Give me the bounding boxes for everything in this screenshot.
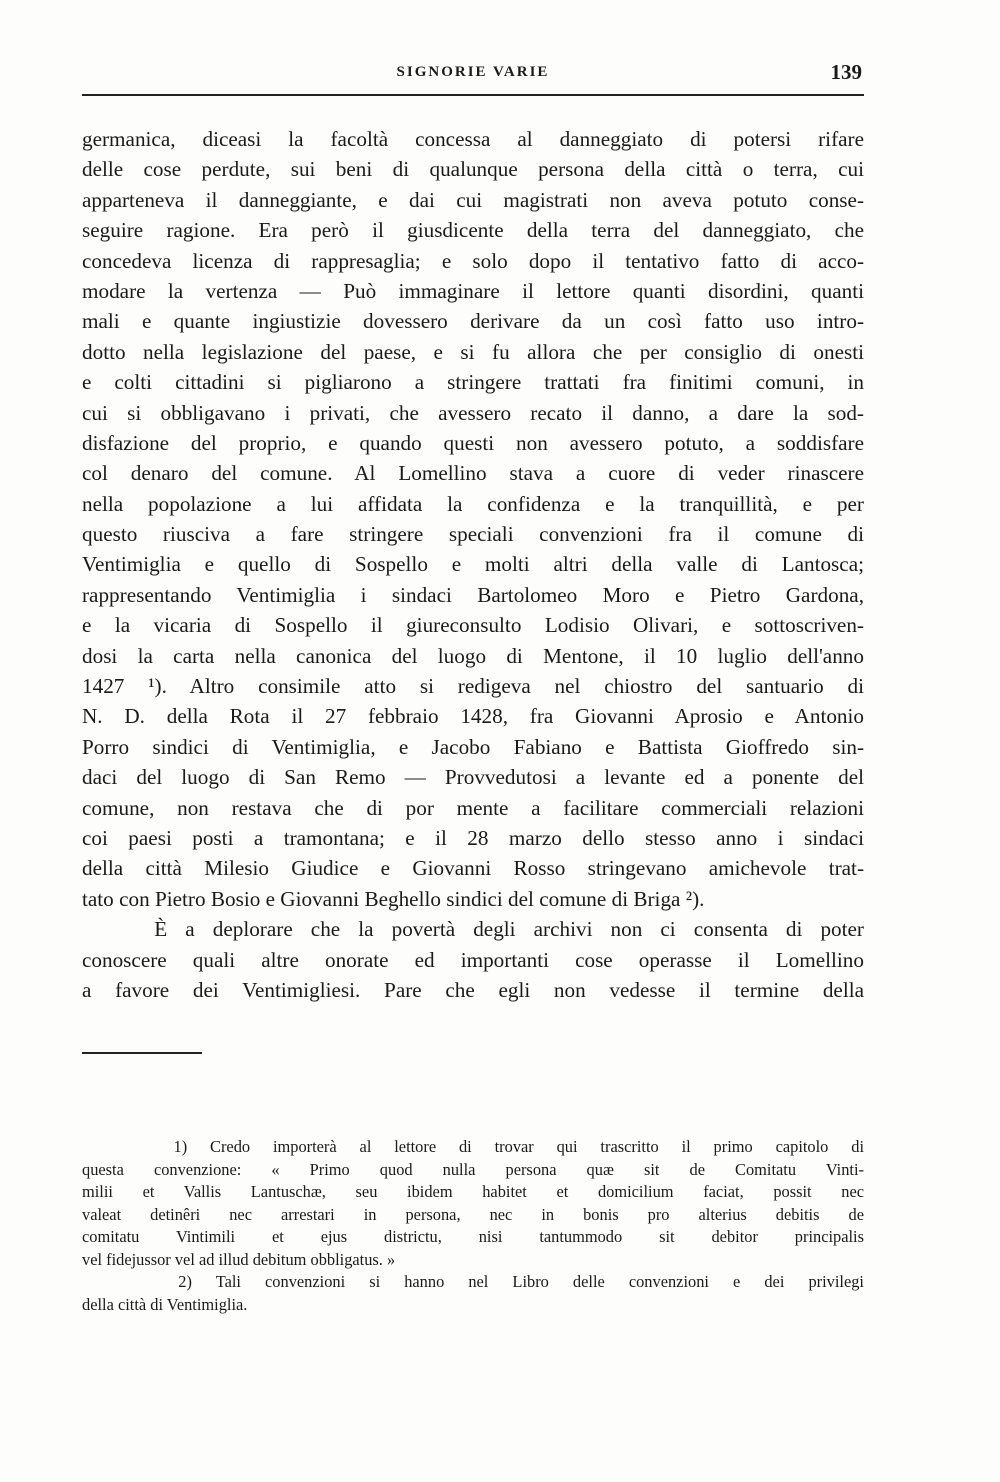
footnote-line: comitatu Vintimili et ejus districtu, nisi tantummodo sit debitor principalis [82, 1227, 864, 1246]
body-line: della città Milesio Giudice e Giovanni Rosso stringevano amichevole trat- [82, 856, 864, 881]
body-line: concedeva licenza di rappresaglia; e solo dopo il tentativo fatto di acco- [82, 248, 864, 273]
body-line: Porro sindici di Ventimiglia, e Jacobo Fabiano e Battista Gioffredo sin- [82, 734, 864, 759]
body-line: e la vicaria di Sospello il giureconsulto Lodisio Olivari, e sottoscriven- [82, 613, 864, 638]
body-line: Ventimiglia e quello di Sospello e molti altri della valle di Lantosca; [82, 552, 864, 577]
footnote-line: 1) Credo importerà al lettore di trovar qui trascritto il primo capitolo di [82, 1137, 864, 1156]
body-line: col denaro del comune. Al Lomellino stava a cuore di veder rinascere [82, 461, 864, 486]
running-title: SIGNORIE VARIE [396, 64, 550, 80]
body-line: apparteneva il danneggiante, e dai cui magistrati non aveva potuto conse- [82, 187, 864, 212]
body-line: tato con Pietro Bosio e Giovanni Beghello sindici del comune di Briga ²). [82, 886, 705, 911]
page-number: 139 [830, 60, 862, 84]
footnote-line: della città di Ventimiglia. [82, 1294, 248, 1314]
body-line: seguire ragione. Era però il giusdicente della terra del danneggiato, che [82, 218, 864, 243]
body-line: germanica, diceasi la facoltà concessa al danneggiato di potersi rifare [82, 127, 864, 151]
footnote-line: milii et Vallis Lantuschæ, seu ibidem habitet et domicilium faciat, possit nec [82, 1182, 864, 1201]
body-line: conoscere quali altre onorate ed importanti cose operasse il Lomellino [82, 947, 864, 972]
body-line: daci del luogo di San Remo — Provvedutosi a levante ed a ponente del [82, 765, 864, 790]
footnote-line: 2) Tali convenzioni si hanno nel Libro delle convenzioni e dei privilegi [82, 1272, 864, 1291]
body-line: rappresentando Ventimiglia i sindaci Bartolomeo Moro e Pietro Gardona, [82, 582, 864, 607]
body-line: N. D. della Rota il 27 febbraio 1428, fra Giovanni Aprosio e Antonio [82, 704, 864, 729]
body-line: coi paesi posti a tramontana; e il 28 marzo dello stesso anno i sindaci [82, 825, 864, 850]
running-head [82, 60, 864, 94]
body-line: dotto nella legislazione del paese, e si fu allora che per consiglio di onesti [82, 339, 864, 364]
body-line: 1427 ¹). Altro consimile atto si redigeva nel chiostro del santuario di [82, 674, 864, 699]
footnote-line: vel fidejussor vel ad illud debitum obbligatus. » [82, 1249, 396, 1269]
header-rule [82, 94, 864, 96]
footnote-line: questa convenzione: « Primo quod nulla persona quæ sit de Comitatu Vinti- [82, 1159, 864, 1179]
body-line: a favore dei Ventimigliesi. Pare che egli non vedesse il termine della [82, 977, 864, 1002]
body-text [82, 124, 864, 1005]
body-line: dosi la carta nella canonica del luogo di Mentone, il 10 luglio dell'anno [82, 643, 864, 668]
footnote-rule [82, 1052, 202, 1054]
body-line: comune, non restava che di por mente a facilitare commerciali relazioni [82, 795, 864, 820]
body-line: nella popolazione a lui affidata la confidenza e la tranquillità, e per [82, 491, 864, 516]
body-line: questo riusciva a fare stringere speciali convenzioni fra il comune di [82, 522, 864, 547]
body-line: disfazione del proprio, e quando questi non avessero potuto, a soddisfare [82, 430, 864, 455]
body-line: mali e quante ingiustizie dovessero derivare da un così fatto uso intro- [82, 309, 864, 334]
footnotes [82, 1136, 864, 1316]
body-line: e colti cittadini si pigliarono a stringere trattati fra finitimi comuni, in [82, 370, 864, 395]
body-line: cui si obbligavano i privati, che avessero recato il danno, a dare la sod- [82, 400, 864, 425]
body-line: delle cose perdute, sui beni di qualunque persona della città o terra, cui [82, 157, 864, 182]
body-line: È a deplorare che la povertà degli archivi non ci consenta di poter [82, 917, 864, 942]
footnote-line: valeat detinêri nec arrestari in persona, nec in bonis pro alterius debitis de [82, 1204, 864, 1224]
body-line: modare la vertenza — Può immaginare il lettore quanti disordini, quanti [82, 278, 864, 303]
